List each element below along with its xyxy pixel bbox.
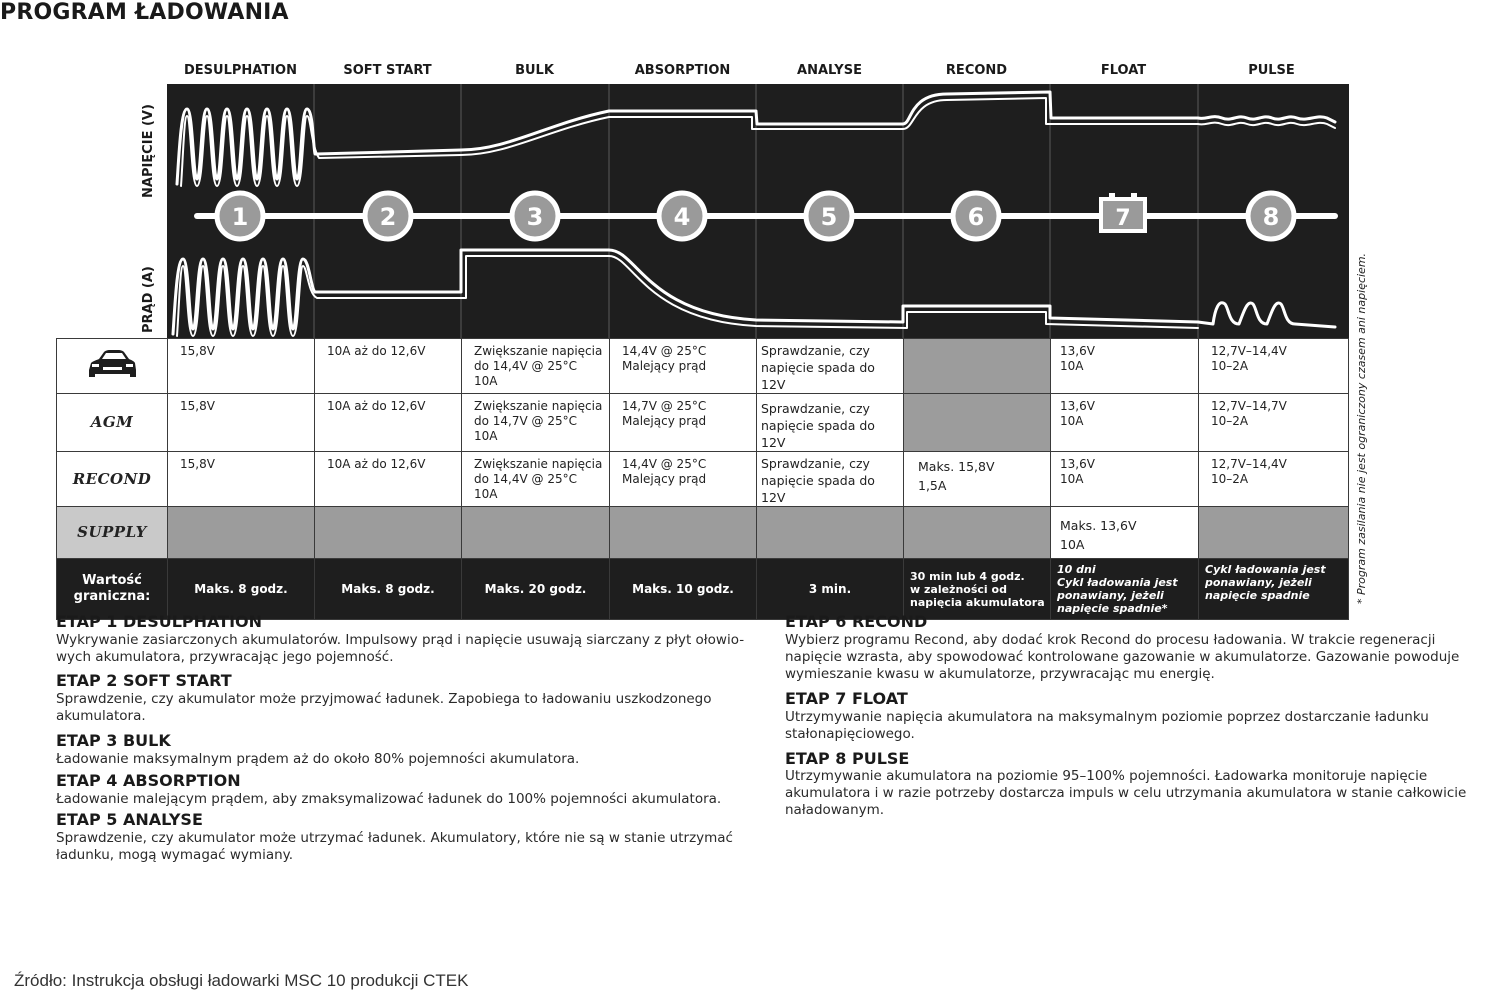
cell-text: 13,6V 10A: [1060, 344, 1095, 373]
row-label-recond: RECOND: [57, 452, 168, 507]
car-icon: [57, 339, 168, 394]
svg-text:4: 4: [673, 203, 691, 231]
cell-text: Maks. 13,6V 10A: [1060, 518, 1137, 552]
step-marker-7-battery: [1101, 193, 1145, 231]
charging-diagram: [167, 84, 1349, 339]
page-title: PROGRAM ŁADOWANIA: [0, 0, 289, 25]
limit-cell-text: 30 min lub 4 godz. w zależności od napięcia akumulatora: [910, 569, 1045, 609]
footnote: * Program zasilania nie jest ograniczony czasem ani napięciem.: [1355, 252, 1368, 604]
table-cell: [462, 394, 610, 452]
limit-cell: Maks. 8 godz.: [315, 559, 462, 620]
table-cell: [315, 394, 462, 452]
cell-text: 13,6V 10A: [1060, 399, 1095, 428]
table-row-limit: [57, 559, 1362, 620]
cell-text: Sprawdzanie, czy napięcie spada do 12V: [761, 343, 875, 392]
table-cell: [1199, 394, 1349, 452]
table-cell-empty: [462, 507, 610, 559]
table-cell: [1051, 507, 1199, 559]
limit-cell: 3 min.: [757, 559, 904, 620]
etap-6-heading: ETAP 6 RECOND: [785, 612, 928, 631]
table-cell: [904, 452, 1051, 507]
parameters-table: [56, 338, 1362, 620]
etap-3-heading: ETAP 3 BULK: [56, 731, 171, 750]
voltage-axis-label: NAPIĘCIE (V): [141, 104, 156, 198]
cell-text: 12,7V–14,7V 10–2A: [1211, 399, 1287, 428]
svg-text:8: 8: [1262, 203, 1280, 231]
cell-text: 14,7V @ 25°C Malejący prąd: [622, 399, 707, 428]
cell-text: 13,6V 10A: [1060, 457, 1095, 486]
table-cell-empty: [757, 507, 904, 559]
stage-label-analyse: ANALYSE: [797, 63, 862, 78]
table-cell-empty: [904, 394, 1051, 452]
step-marker-6: [953, 193, 999, 239]
limit-cell: [904, 559, 1051, 620]
table-row-recond: [57, 452, 1362, 507]
table-cell: [610, 452, 757, 507]
cell-text: Zwiększanie napięcia do 14,4V @ 25°C 10A: [474, 457, 603, 501]
stage-label-float: FLOAT: [1100, 63, 1147, 78]
table-cell-empty: [168, 507, 315, 559]
step-marker-2: [365, 193, 411, 239]
stage-label-recond: RECOND: [945, 63, 1008, 78]
cell-text: 12,7V–14,4V 10–2A: [1211, 344, 1287, 373]
table-cell: [1051, 394, 1199, 452]
row-label-supply: SUPPLY: [57, 507, 168, 559]
svg-text:5: 5: [820, 203, 838, 231]
cell-text: 12,7V–14,4V 10–2A: [1211, 457, 1287, 486]
table-cell: [1051, 339, 1199, 394]
cell-text: 15,8V: [180, 457, 215, 471]
cell-text: Sprawdzanie, czy napięcie spada do 12V: [761, 456, 875, 505]
row-label-limit: [57, 559, 168, 620]
cell-text: 10A aż do 12,6V: [327, 457, 426, 471]
table-row-agm: [57, 394, 1362, 452]
etap-8-heading: ETAP 8 PULSE: [785, 749, 910, 768]
limit-cell-text: 10 dni Cykl ładowania jest ponawiany, jeżeli napięcie spadnie*: [1057, 563, 1178, 615]
table-cell: [315, 339, 462, 394]
table-cell-empty: [904, 339, 1051, 394]
table-cell: [757, 394, 904, 452]
etap-4-heading: ETAP 4 ABSORPTION: [56, 771, 241, 790]
table-cell-empty: [315, 507, 462, 559]
current-axis-label: PRĄD (A): [141, 266, 156, 333]
etap-7-heading: ETAP 7 FLOAT: [785, 689, 908, 708]
etap-5-text: Sprawdzenie, czy akumulator może utrzymać ładunek. Akumulatory, które nie są w stanie utrzymać ładunku, mogą wymagać wymiany.: [56, 830, 733, 863]
table-cell: [1199, 339, 1349, 394]
table-cell: [462, 452, 610, 507]
cell-text: Sprawdzanie, czy napięcie spada do 12V: [761, 401, 875, 450]
table-cell: [315, 452, 462, 507]
svg-text:7: 7: [1115, 206, 1131, 231]
source-caption: Źródło: Instrukcja obsługi ładowarki MSC 10 produkcji CTEK: [14, 971, 469, 990]
stage-label-bulk: BULK: [515, 63, 554, 78]
stage-label-desulphation: DESULPHATION: [184, 63, 297, 78]
table-cell: [757, 452, 904, 507]
table-cell: [168, 452, 315, 507]
cell-text: Zwiększanie napięcia do 14,4V @ 25°C 10A: [474, 344, 603, 388]
limit-label-text: Wartość graniczna:: [73, 573, 151, 604]
step-marker-3: [512, 193, 558, 239]
cell-text: 15,8V: [180, 344, 215, 358]
cell-text: 10A aż do 12,6V: [327, 344, 426, 358]
table-cell: [610, 394, 757, 452]
row-label-agm: AGM: [57, 394, 168, 452]
etap-7-text: Utrzymywanie napięcia akumulatora na maksymalnym poziomie poprzez dostarczanie ładunku stałonapięciowego.: [785, 709, 1429, 742]
etap-8-text: Utrzymywanie akumulatora na poziomie 95–100% pojemności. Ładowarka monitoruje napięcie akumulatora i w razie potrzeby dostarcza impuls w celu utrzymania akumulatora w stanie całkowicie naładowanym.: [785, 768, 1467, 818]
stage-label-pulse: PULSE: [1248, 63, 1295, 78]
etap-1-text: Wykrywanie zasiarczonych akumulatorów. Impulsowy prąd i napięcie usuwają siarczany z płyt ołowio- wych akumulatora, przywracając jego pojemność.: [56, 632, 745, 665]
cell-text: 14,4V @ 25°C Malejący prąd: [622, 344, 707, 373]
table-cell: [610, 339, 757, 394]
table-cell: [1199, 452, 1349, 507]
step-marker-4: [659, 193, 705, 239]
table-cell: [168, 339, 315, 394]
cell-text: 15,8V: [180, 399, 215, 413]
limit-cell: Maks. 10 godz.: [610, 559, 757, 620]
table-cell-empty: [1199, 507, 1349, 559]
step-marker-8: [1248, 193, 1294, 239]
table-cell-empty: [904, 507, 1051, 559]
table-cell: [1051, 452, 1199, 507]
etap-3-text: Ładowanie maksymalnym prądem aż do około 80% pojemności akumulatora.: [56, 751, 580, 767]
svg-text:3: 3: [526, 203, 544, 231]
stage-label-soft-start: SOFT START: [343, 63, 432, 78]
table-cell: [757, 339, 904, 394]
table-row-car: [57, 339, 1362, 394]
limit-cell-text: Cykl ładowania jest ponawiany, jeżeli napięcie spadnie: [1205, 563, 1326, 602]
table-cell: [168, 394, 315, 452]
table-row-supply: [57, 507, 1362, 559]
svg-text:6: 6: [967, 203, 985, 231]
table-cell-empty: [610, 507, 757, 559]
etap-2-text: Sprawdzenie, czy akumulator może przyjmować ładunek. Zapobiega to ładowaniu uszkodzonego akumulatora.: [56, 691, 712, 724]
step-marker-1: [217, 193, 263, 239]
etap-5-heading: ETAP 5 ANALYSE: [56, 810, 203, 829]
etap-4-text: Ładowanie malejącym prądem, aby zmaksymalizować ładunek do 100% pojemności akumulatora.: [56, 791, 722, 807]
stage-label-absorption: ABSORPTION: [634, 63, 731, 78]
cell-text: Maks. 15,8V 1,5A: [918, 459, 995, 493]
limit-cell: Maks. 20 godz.: [462, 559, 610, 620]
cell-text: 10A aż do 12,6V: [327, 399, 426, 413]
table-cell: [462, 339, 610, 394]
limit-cell: [1051, 559, 1199, 620]
cell-text: Zwiększanie napięcia do 14,7V @ 25°C 10A: [474, 399, 603, 443]
limit-cell: [1199, 559, 1349, 620]
etap-6-text: Wybierz programu Recond, aby dodać krok Recond do procesu ładowania. W trakcie regeneracji napięcie wzrasta, aby spowodować kontrolowane gazowanie w akumulatorze. Gazowanie powoduje wymieszanie kwasu w akumulatorze, przywracając mu energię.: [785, 632, 1460, 682]
etap-1-heading: ETAP 1 DESULPHATION: [56, 612, 263, 631]
limit-cell: Maks. 8 godz.: [168, 559, 315, 620]
etap-2-heading: ETAP 2 SOFT START: [56, 671, 232, 690]
svg-text:1: 1: [231, 203, 249, 231]
cell-text: 14,4V @ 25°C Malejący prąd: [622, 457, 707, 486]
svg-text:2: 2: [379, 203, 397, 231]
step-marker-5: [806, 193, 852, 239]
